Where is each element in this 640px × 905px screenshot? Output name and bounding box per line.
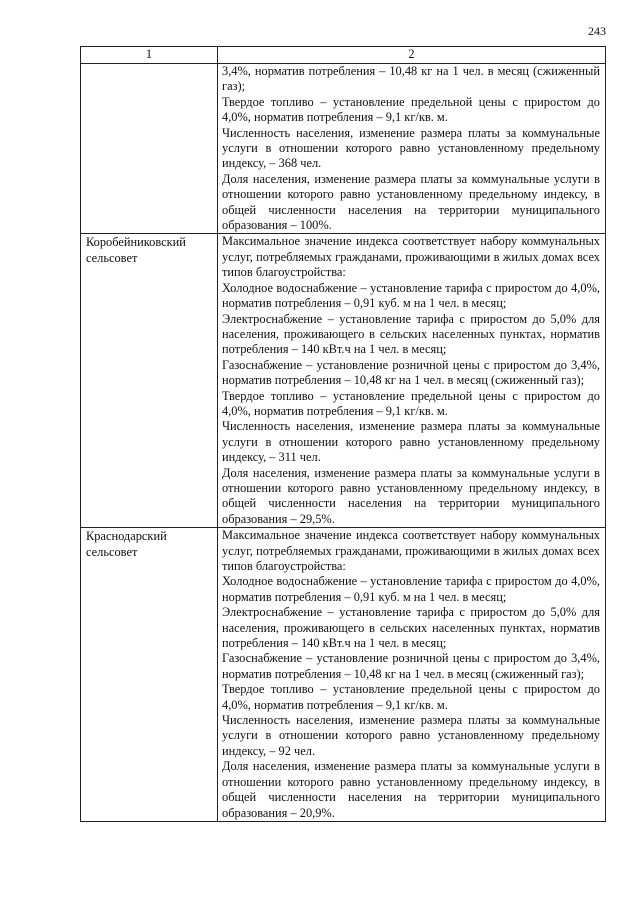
paragraph: Максимальное значение индекса соответствует набору коммунальных услуг, потребляемых гражданами, проживающими в жилых домах всех типов благоустройства: <box>222 528 600 573</box>
paragraph: Электроснабжение – установление тарифа с приростом до 5,0% для населения, проживающего в сельских населенных пунктах, норматив потребления – 140 кВт.ч на 1 чел. в месяц; <box>222 311 600 357</box>
paragraph: Газоснабжение – установление розничной цены с приростом до 3,4%, норматив потребления – 10,48 кг на 1 чел. в месяц (сжиженный газ); <box>222 357 600 388</box>
paragraph: Доля населения, изменение размера платы за коммунальные услуги в отношении которого равно установленному предельному индексу, в общей численности населения на территории муниципального образования – 100%. <box>222 171 600 233</box>
description-cell <box>218 234 606 528</box>
paragraph: Численность населения, изменение размера платы за коммунальные услуги в отношении которого равно установленному предельному индексу, – 368 чел. <box>222 125 600 171</box>
paragraph: Численность населения, изменение размера платы за коммунальные услуги в отношении которого равно установленному предельному индексу, – 311 чел. <box>222 419 600 465</box>
paragraph: Твердое топливо – установление предельной цены с приростом до 4,0%, норматив потребления – 9,1 кг/кв. м. <box>222 94 600 125</box>
paragraph: Твердое топливо – установление предельной цены с приростом до 4,0%, норматив потребления – 9,1 кг/кв. м. <box>222 682 600 712</box>
page-number: 243 <box>588 24 606 38</box>
municipality-name <box>81 64 218 234</box>
municipality-name: Краснодарский сельсовет <box>81 528 218 822</box>
paragraph: Численность населения, изменение размера платы за коммунальные услуги в отношении которого равно установленному предельному индексу, – 92 чел. <box>222 713 600 758</box>
table-header-row <box>81 47 606 64</box>
description-cell <box>218 64 606 234</box>
paragraph: Холодное водоснабжение – установление тарифа с приростом до 4,0%, норматив потребления – 0,91 куб. м на 1 чел. в месяц; <box>222 280 600 311</box>
column-header-2: 2 <box>218 47 606 64</box>
paragraph: Твердое топливо – установление предельной цены с приростом до 4,0%, норматив потребления – 9,1 кг/кв. м. <box>222 388 600 418</box>
paragraph: Электроснабжение – установление тарифа с приростом до 5,0% для населения, проживающего в сельских населенных пунктах, норматив потребления – 140 кВт.ч на 1 чел. в месяц; <box>222 605 600 651</box>
municipality-name: Коробейниковский сельсовет <box>81 234 218 528</box>
column-header-1: 1 <box>81 47 218 64</box>
table-row <box>81 234 606 528</box>
paragraph: Холодное водоснабжение – установление тарифа с приростом до 4,0%, норматив потребления – 0,91 куб. м на 1 чел. в месяц; <box>222 574 600 604</box>
paragraph: 3,4%, норматив потребления – 10,48 кг на 1 чел. в месяц (сжиженный газ); <box>222 64 600 94</box>
description-cell <box>218 528 606 822</box>
tariff-table <box>80 46 606 822</box>
table-row <box>81 528 606 822</box>
paragraph: Газоснабжение – установление розничной цены с приростом до 3,4%, норматив потребления – 10,48 кг на 1 чел. в месяц (сжиженный газ); <box>222 651 600 681</box>
paragraph: Доля населения, изменение размера платы за коммунальные услуги в отношении которого равно установленному предельному индексу, в общей численности населения на территории муниципального образования – 20,9%. <box>222 759 600 820</box>
table-row <box>81 64 606 234</box>
paragraph: Доля населения, изменение размера платы за коммунальные услуги в отношении которого равно установленному предельному индексу, в общей численности населения на территории муниципального образования – 29,5%. <box>222 465 600 526</box>
paragraph: Максимальное значение индекса соответствует набору коммунальных услуг, потребляемых гражданами, проживающими в жилых домах всех типов благоустройства: <box>222 234 600 280</box>
